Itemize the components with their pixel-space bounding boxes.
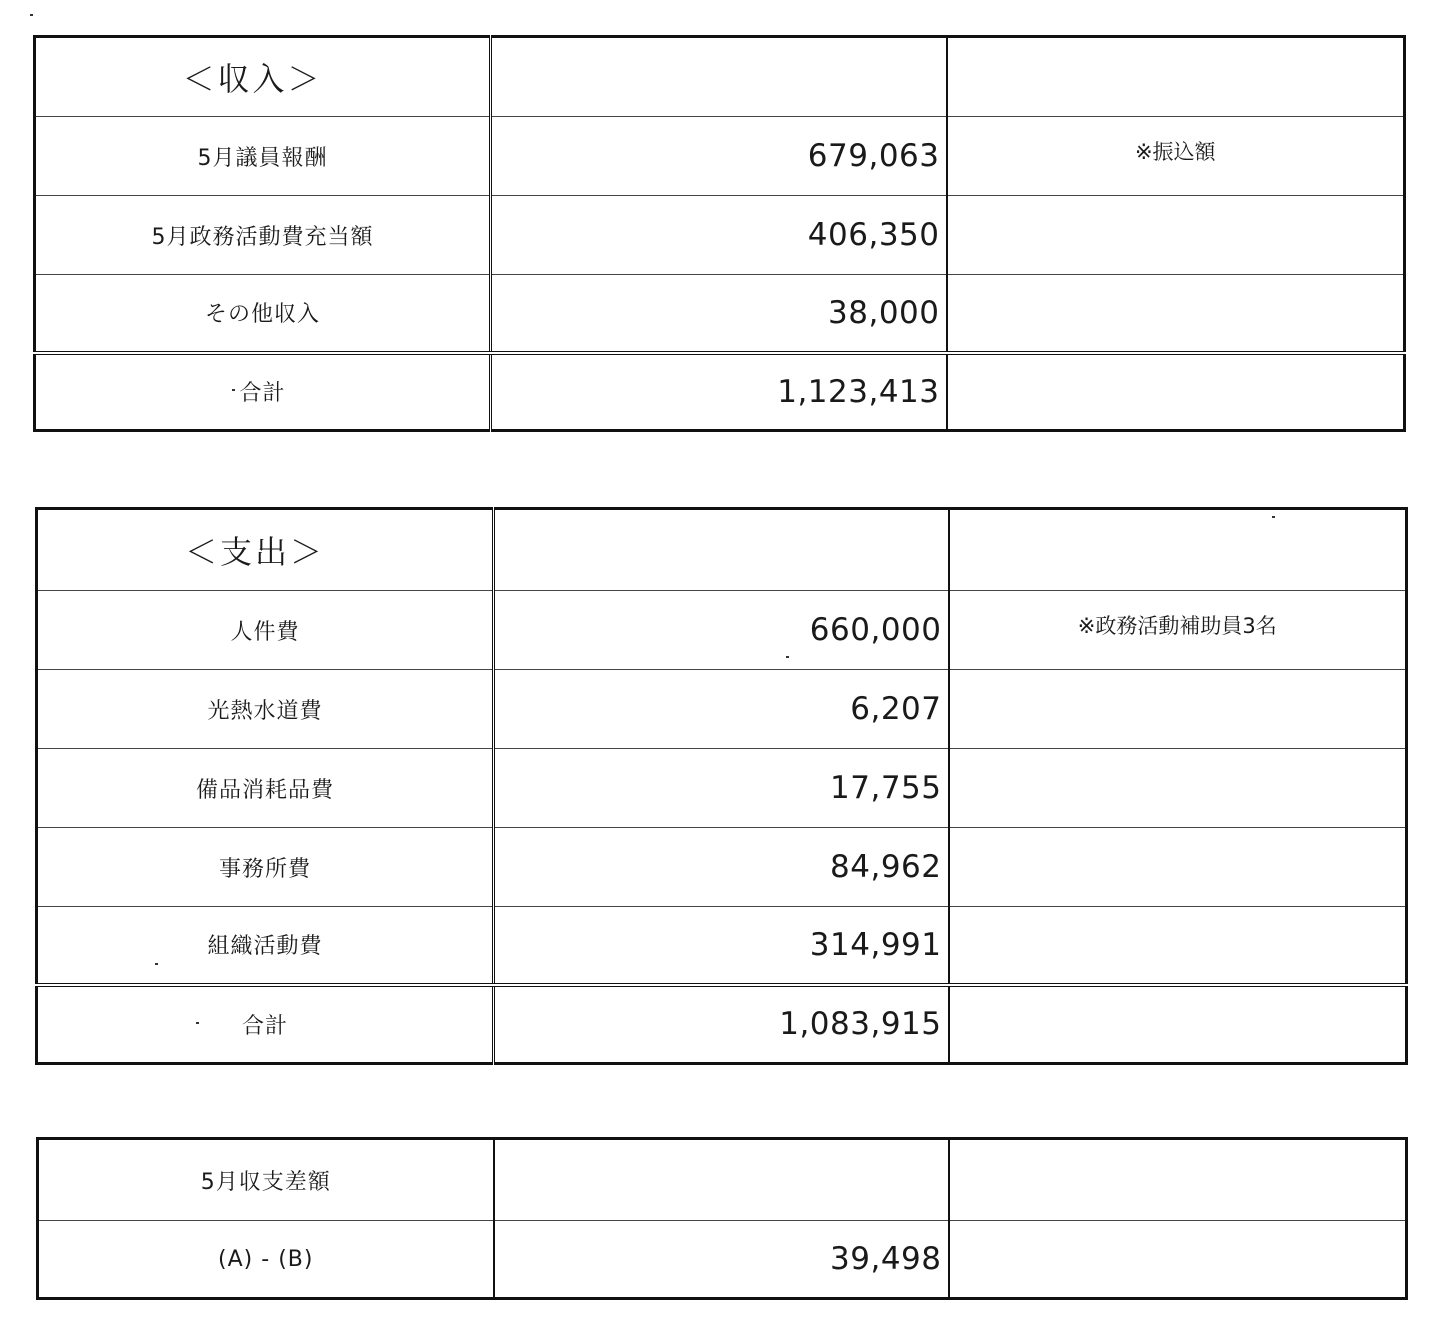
balance-header-row (38, 1139, 1407, 1221)
table-row (37, 670, 1407, 749)
balance-label: (A) - (B) (38, 1221, 494, 1299)
row-label: 光熱水道費 (37, 670, 494, 749)
row-amount: 6,207 (494, 670, 949, 749)
row-amount: 17,755 (494, 749, 949, 828)
table-row (37, 907, 1407, 985)
table-row (37, 828, 1407, 907)
row-label: 5月政務活動費充当額 (35, 196, 491, 275)
row-note (947, 196, 1405, 275)
balance-header-note-cell (949, 1139, 1407, 1221)
expense-table (35, 507, 1408, 1065)
income-header-amount-cell (491, 37, 947, 117)
balance-header-amount-cell (494, 1139, 949, 1221)
table-row (35, 117, 1405, 196)
row-amount: 84,962 (494, 828, 949, 907)
balance-title: 5月収支差額 (38, 1139, 494, 1221)
row-note (949, 907, 1407, 985)
expense-total-note (949, 985, 1407, 1064)
row-label: 組織活動費 (37, 907, 494, 985)
row-note: ※振込額 (947, 117, 1405, 196)
table-row (35, 275, 1405, 353)
balance-table (36, 1137, 1408, 1300)
expense-total-label: 合計 (37, 985, 494, 1064)
expense-title: ＜支出＞ (37, 509, 494, 591)
expense-total-row (37, 985, 1407, 1064)
income-title: ＜収入＞ (35, 37, 491, 117)
expense-header-amount-cell (494, 509, 949, 591)
row-label: 人件費 (37, 591, 494, 670)
row-amount: 38,000 (491, 275, 947, 353)
row-note (949, 670, 1407, 749)
table-row (37, 749, 1407, 828)
income-total-amount: 1,123,413 (491, 353, 947, 431)
scan-speck (30, 14, 33, 16)
income-header-note-cell (947, 37, 1405, 117)
row-label: 5月議員報酬 (35, 117, 491, 196)
scan-speck (155, 963, 158, 965)
balance-note-cell (949, 1221, 1407, 1299)
income-header-row (35, 37, 1405, 117)
income-total-row (35, 353, 1405, 431)
row-note (949, 828, 1407, 907)
scan-speck (1272, 516, 1275, 518)
row-label: 備品消耗品費 (37, 749, 494, 828)
table-row (35, 196, 1405, 275)
row-amount: 660,000 (494, 591, 949, 670)
expense-total-amount: 1,083,915 (494, 985, 949, 1064)
scan-speck (786, 656, 789, 658)
table-row (37, 591, 1407, 670)
row-label: 事務所費 (37, 828, 494, 907)
expense-header-note-cell (949, 509, 1407, 591)
scan-speck (196, 1022, 199, 1024)
row-amount: 314,991 (494, 907, 949, 985)
income-total-label: 合計 (35, 353, 491, 431)
row-note: ※政務活動補助員3名 (949, 591, 1407, 670)
row-amount: 679,063 (491, 117, 947, 196)
row-label: その他収入 (35, 275, 491, 353)
income-total-note (947, 353, 1405, 431)
row-note (947, 275, 1405, 353)
balance-row (38, 1221, 1407, 1299)
expense-header-row (37, 509, 1407, 591)
row-amount: 406,350 (491, 196, 947, 275)
row-note (949, 749, 1407, 828)
balance-amount: 39,498 (494, 1221, 949, 1299)
income-table (33, 35, 1406, 432)
scan-speck (232, 389, 235, 391)
